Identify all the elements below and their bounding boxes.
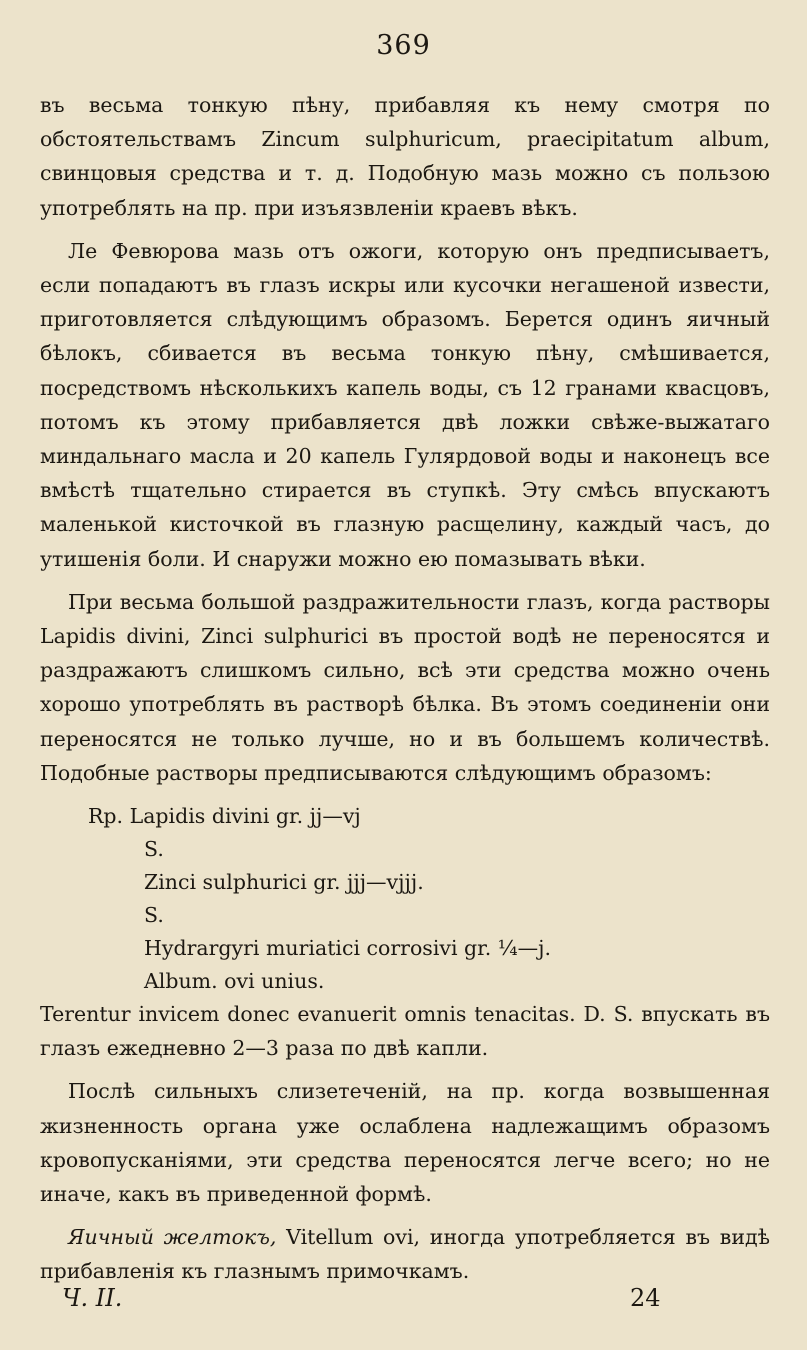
paragraph-5: Послѣ сильныхъ слизетеченій, на пр. когда возвышенная жизненность органа уже ослаблена надлежащимъ образомъ кровопусканіями, эти средства переносятся легче всего; но не иначе, какъ въ приведенной формѣ. [40, 1079, 770, 1207]
prescription-line-2: S. [144, 837, 164, 862]
paragraph-4: Terentur invicem donec evanuerit omnis tenacitas. D. S. впускать въ глазъ ежедневно 2—3 раза по двѣ капли. [40, 1002, 770, 1061]
prescription [88, 799, 770, 997]
prescription-line-5: Hydrargyri muriatici corrosivi gr. ¼—j. [144, 936, 551, 961]
paragraph-3: При весьма большой раздражительности глазъ, когда растворы Lapidis divini, Zinci sulphurici въ простой водѣ не переносятся и раздражаютъ слишкомъ сильно, всѣ эти средства можно очень хорошо употреблять въ растворѣ бѣлка. Въ этомъ соединеніи они переносятся не только лучше, но и въ большемъ количествѣ. Подобные растворы предписываются слѣдующимъ образомъ: [40, 589, 770, 785]
sheet-number: 24 [630, 1284, 661, 1312]
prescription-line-3: Zinci sulphurici gr. jjj—vjjj. [144, 870, 424, 895]
page-number: 369 [376, 30, 431, 61]
page-body [40, 88, 770, 1298]
paragraph-6-text: Vitellum ovi, иногда употребляется въ видѣ прибавленія къ глазнымъ примочкамъ. [40, 1225, 770, 1284]
prescription-line-6: Album. ovi unius. [144, 969, 325, 994]
paragraph-2: Ле Февюрова мазь отъ ожоги, которую онъ предписываетъ, если попадаютъ въ глазъ искры или кусочки негашеной извести, приготовляется слѣдующимъ образомъ. Берется одинъ яичный бѣлокъ, сбивается въ весьма тонкую пѣну, смѣшивается, посредствомъ нѣсколькихъ капель воды, съ 12 гранами квасцовъ, потомъ къ этому прибавляется двѣ ложки свѣже-выжатаго миндальнаго масла и 20 капель Гулярдовой воды и наконецъ все вмѣстѣ тщательно стирается въ ступкѣ. Эту смѣсь впускаютъ маленькой кисточкой въ глазную расщелину, каждый часъ, до утишенія боли. И снаружи можно ею помазывать вѣки. [40, 238, 770, 571]
prescription-line-4: S. [144, 903, 164, 928]
signature-mark: Ч. II. [62, 1284, 123, 1312]
paragraph-6 [40, 1220, 770, 1288]
paragraph-6-italic-term: Яичный желтокъ, [68, 1225, 277, 1250]
paragraph-1: въ весьма тонкую пѣну, прибавляя къ нему смотря по обстоятельствамъ Zincum sulphuricum, praecipitatum album, свинцовыя средства и т. д. Подобную мазь можно съ пользою употреблять на пр. при изъязвленіи краевъ вѣкъ. [40, 93, 770, 220]
prescription-line-1: Rp. Lapidis divini gr. jj—vj [88, 804, 361, 829]
